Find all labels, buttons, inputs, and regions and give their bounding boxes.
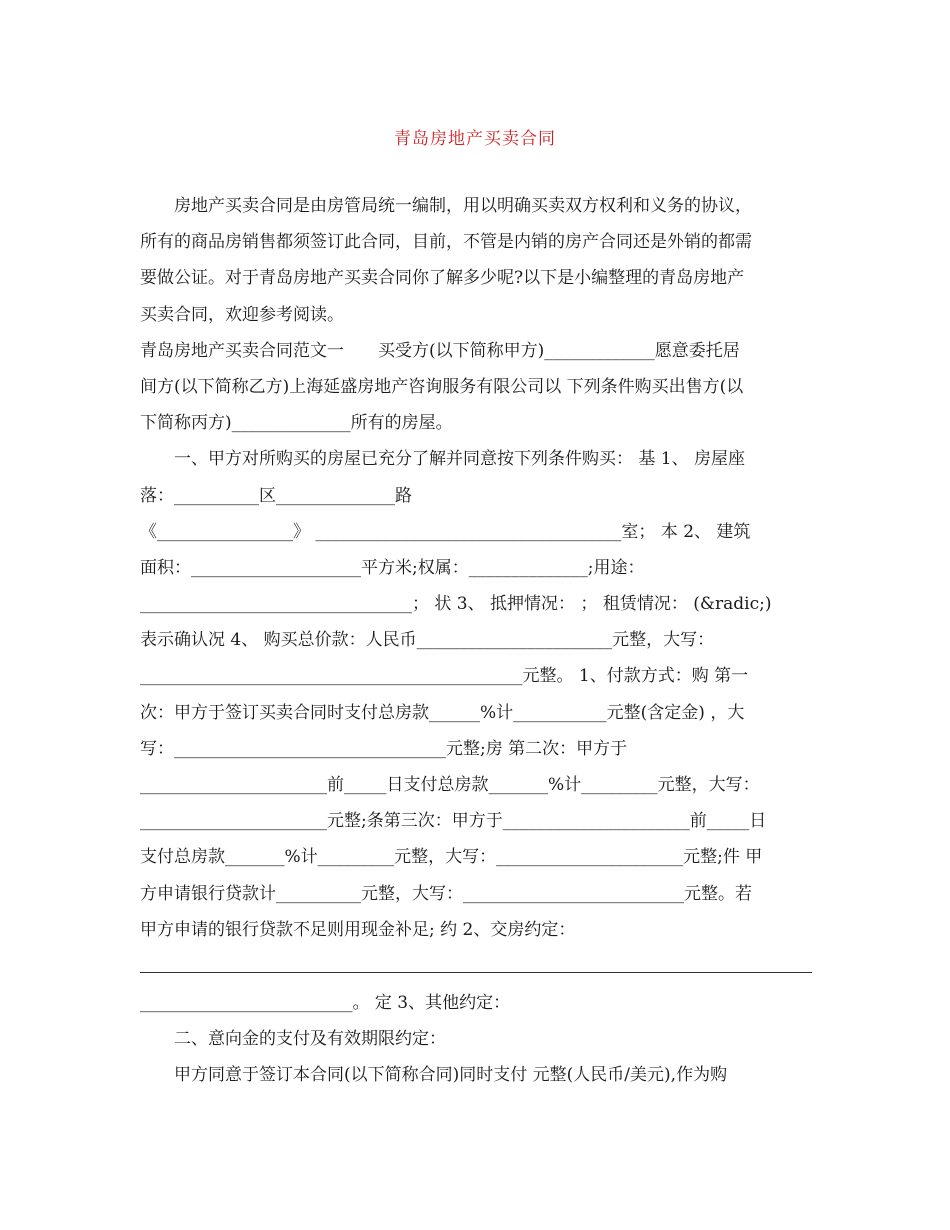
paragraph-line: 落：__________区______________路	[140, 485, 412, 506]
paragraph-line: 所有的商品房销售都须签订此合同，目前，不管是内销的房产合同还是外销的都需	[140, 232, 752, 253]
paragraph-line: 二、意向金的支付及有效期限约定：	[174, 1029, 446, 1050]
paragraph-line: 《________________》 ____________________________________室； 本 2、 建筑	[140, 521, 751, 542]
paragraph-line: 甲方申请的银行贷款不足则用现金补足; 约 2、交房约定：	[140, 919, 576, 940]
paragraph-line: _____________________________________________元整。 1、付款方式：购 第一	[140, 666, 749, 687]
paragraph-line: 方申请银行贷款计__________元整，大写：__________________________元整。若	[140, 883, 752, 904]
paragraph-line: _________________________。 定 3、其他约定：	[140, 992, 511, 1013]
paragraph-line: 表示确认况 4、 购买总价款：人民币_______________________元整，大写：	[140, 630, 715, 651]
document-title: 青岛房地产买卖合同	[394, 129, 556, 149]
paragraph-line: 甲方同意于签订本合同(以下简称合同)同时支付 元整(人民币/美元),作为购	[174, 1065, 728, 1086]
paragraph-line: 支付总房款_______%计_________元整，大写：______________________元整;件 甲	[140, 847, 763, 868]
paragraph-line: 次：甲方于签订买卖合同时支付总房款______%计___________元整(含定金) ，大	[140, 702, 745, 723]
paragraph-line: 买卖合同，欢迎参考阅读。	[140, 304, 344, 325]
paragraph-line: 间方(以下简称乙方)上海延盛房地产咨询服务有限公司以 下列条件购买出售方(以	[140, 376, 744, 397]
document-body	[140, 188, 812, 1094]
paragraph-line: ________________________________； 状 3、 抵押情况： ； 租赁情况： (&radic;)	[140, 594, 772, 615]
paragraph-line: 写：________________________________元整;房 第二次：甲方于	[140, 738, 628, 759]
paragraph-line: ______________________前_____日支付总房款_______%计_________元整，大写：	[140, 775, 760, 795]
paragraph-line: 房地产买卖合同是由房管局统一编制，用以明确买卖双方权利和义务的协议，	[174, 196, 752, 216]
fill-in-rule	[140, 954, 812, 973]
paragraph-line: 要做公证。对于青岛房地产买卖合同你了解多少呢?以下是小编整理的青岛房地产	[140, 268, 745, 289]
paragraph-line: 青岛房地产买卖合同范文一 买受方(以下简称甲方)_____________愿意委托居	[140, 340, 740, 361]
paragraph-line: 一、甲方对所购买的房屋已充分了解并同意按下列条件购买： 基 1、 房屋座	[174, 449, 746, 470]
paragraph-line: 下简称丙方)______________所有的房屋。	[140, 413, 453, 434]
paragraph-line: 面积：____________________平方米;权属：______________;用途：	[140, 557, 645, 578]
paragraph-line: ______________________元整;条第三次：甲方于______________________前_____日	[140, 811, 767, 832]
